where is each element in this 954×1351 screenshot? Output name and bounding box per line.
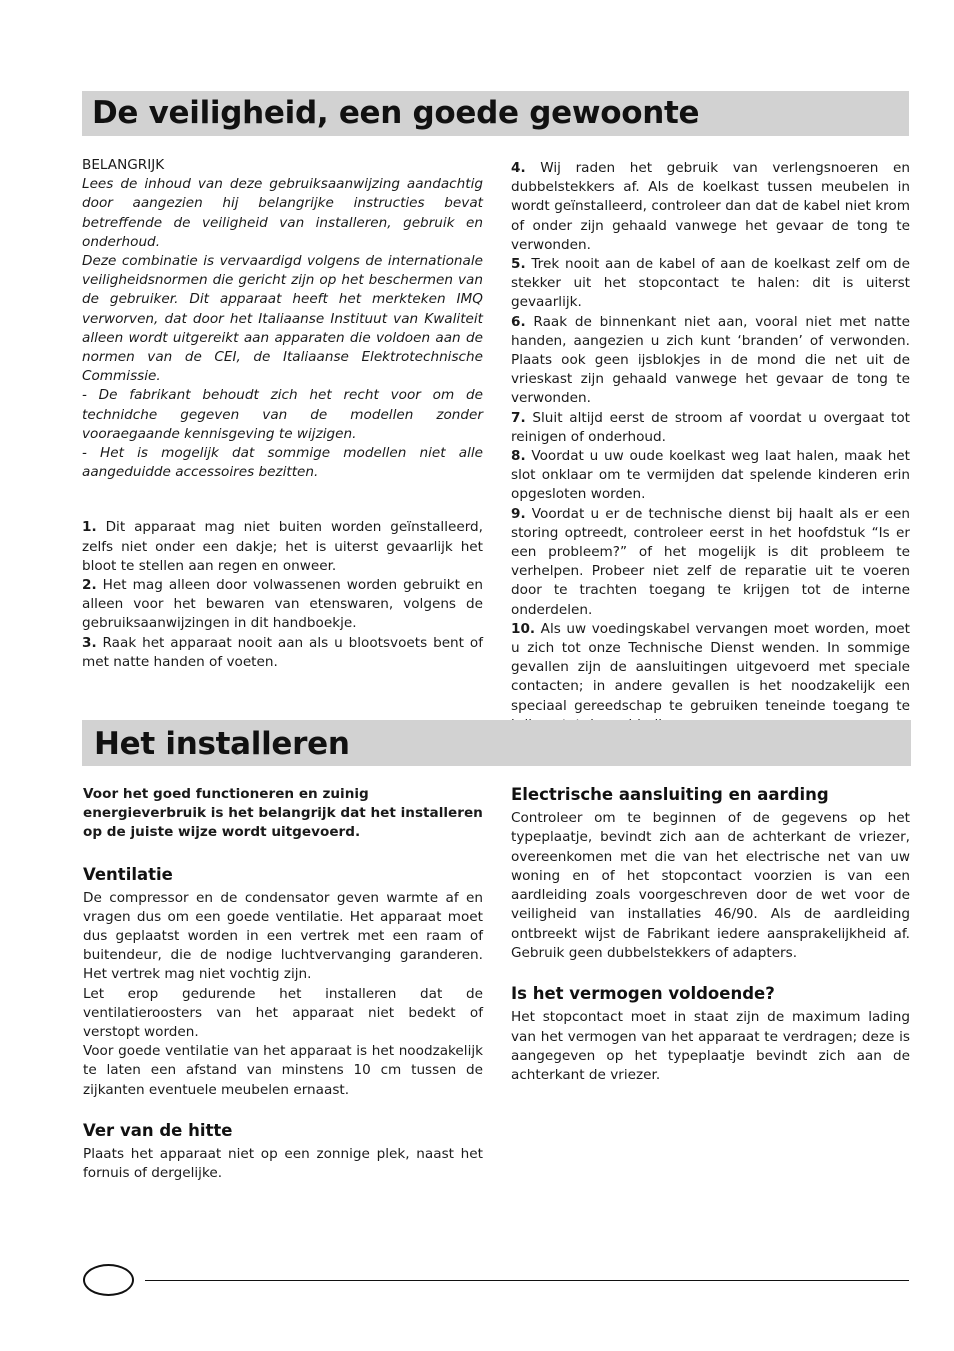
install-column-left xyxy=(83,785,483,1183)
safety-item-text: Voordat u uw oude koelkast weg laat halen, maak het slot onklaar om te vermijden dat spelende kinderen erin opgesloten worden. xyxy=(511,448,910,503)
electrical-paragraph: Controleer om te beginnen of de gegevens op het typeplaatje, bevindt zich aan de achterkant de vriezer, overeenkomen met die van het electrische net van uw woning en of het stopcontact voorzien is van een aardleiding zoals voorgeschreven door de wet voor de veiligheid van installaties 46/90. Als de aardleiding ontbreekt wijst de Fabrikant iedere aansprakelijkheid af. Gebruik geen dubbelstekkers of adapters. xyxy=(511,810,910,962)
safety-item xyxy=(511,620,910,735)
safety-column-right xyxy=(511,159,910,735)
safety-item-number: 7. xyxy=(511,409,526,426)
safety-item-text: Het mag alleen door volwassenen worden gebruikt en alleen voor het bewaren van etenswaren, volgens de gebruiksaanwijzingen in dit handboekje. xyxy=(82,577,484,632)
section-title-install: Het installeren xyxy=(94,726,350,762)
safety-item-text: Raak de binnenkant niet aan, vooral niet met natte handen, aangezien u zich kunt ‘branden’ of verwonden. Plaats ook geen ijsblokjes in de mond die net uit de vrieskast zijn gehaald vanwege het gevaar de tong te verwonden. xyxy=(511,313,910,407)
electrical-heading: Electrische aansluiting en aarding xyxy=(511,785,829,804)
safety-item-text: Wij raden het gebruik van verlengsnoeren en dubbelstekkers af. Als de koelkast tussen meubelen in wordt geïnstalleerd, controleer dan dat de kabel niet krom of onder zijn gehaald vanwege het gevaar de tong te verwonden. xyxy=(511,160,910,253)
safety-item xyxy=(82,576,483,634)
safety-item xyxy=(511,255,910,313)
ventilation-paragraph: Let erop gedurende het installeren dat de ventilatieroosters van het apparaat niet bedekt of verstopt worden. xyxy=(83,985,483,1041)
safety-item-text: Trek nooit aan de kabel of aan de koelkast zelf om de stekker uit het stopcontact te halen: dit is uiterst gevaarlijk. xyxy=(511,256,910,311)
intro-paragraph: Lees de inhoud van deze gebruiksaanwijzing aandachtig door aangezien hij belangrijke instructies bevat betreffende de veiligheid van installeren, gebruik en onderhoud. xyxy=(82,176,483,250)
safety-item xyxy=(82,634,483,672)
power-paragraph: Het stopcontact moet in staat zijn de maximum lading van het vermogen van het apparaat te verdragen; deze is aangegeven op het typeplaatje bevindt zich aan de achterkant de vriezer. xyxy=(511,1009,910,1084)
safety-item xyxy=(511,313,910,409)
install-column-right xyxy=(511,784,910,1086)
safety-item-text: Als uw voedingskabel vervangen moet worden, moet u zich tot onze Technische Dienst wenden. In sommige gevallen zijn de aansluitingen uitgevoerd met speciale contacten; in andere gevallen is het noodzakelijk een speciaal gereedschap te gebruiken teneinde toegang te xyxy=(511,620,910,714)
ventilation-heading: Ventilatie xyxy=(83,864,173,884)
section-title-safety: De veiligheid, een goede gewoonte xyxy=(92,95,700,131)
ventilation-paragraph: De compressor en de condensator geven warmte af en vragen dus om een goede ventilatie. Het apparaat moet dus geplaatst worden in een vertrek met een raam of buitendeur, die de nodige luchtvervanging garanderen. Het vertrek mag niet vochtig zijn. xyxy=(83,889,483,983)
heat-paragraph: Plaats het apparaat niet op een zonnige plek, naast het fornuis of dergelijke. xyxy=(83,1145,483,1182)
safety-item-number: 9. xyxy=(511,505,526,522)
power-heading: Is het vermogen voldoende? xyxy=(511,984,775,1004)
safety-item xyxy=(511,447,910,505)
important-label: BELANGRIJK xyxy=(82,157,165,173)
section-title-band-install xyxy=(82,720,911,766)
safety-item-text: Sluit altijd eerst de stroom af voordat u overgaat tot reinigen of onderhoud. xyxy=(511,409,910,445)
safety-item-number: 5. xyxy=(511,256,526,273)
safety-item-number: 3. xyxy=(82,634,97,651)
safety-item-number: 8. xyxy=(511,448,526,465)
safety-column-left xyxy=(82,156,483,672)
safety-item-number: 6. xyxy=(511,313,526,330)
intro-paragraph: - Het is mogelijk dat sommige modellen niet alle aangeduidde accessoires bezitten. xyxy=(82,445,483,481)
safety-item-number: 1. xyxy=(82,519,97,536)
safety-item-text: Voordat u er de technische dienst bij haalt als er een storing optreedt, controleer eerst in het hoofdstuk “Is er een probleem?” of het mogelijk is dit probleem te verhelpen. Probeer niet zelf de reparatie uit te voeren door te trachten toegang te krijgen tot de interne onderdelen. xyxy=(511,505,911,618)
footer-divider xyxy=(145,1280,909,1281)
safety-item xyxy=(511,159,910,255)
heat-heading: Ver van de hitte xyxy=(83,1120,233,1140)
safety-item-number: 10. xyxy=(511,620,536,637)
intro-paragraph: - De fabrikant behoudt zich het recht voor om de technidche gegeven van de modellen zonder vooraegaande kennisgeving te wijzigen. xyxy=(82,387,483,442)
safety-item xyxy=(511,409,910,447)
ventilation-paragraph: Voor goede ventilatie van het apparaat is het noodzakelijk te laten een afstand van minstens 10 cm tussen de zijkanten eventuele meubelen ernaast. xyxy=(83,1043,483,1098)
safety-item-number: 2. xyxy=(82,577,97,594)
page-number-oval xyxy=(83,1264,134,1296)
safety-item-number: 4. xyxy=(511,160,526,176)
safety-item xyxy=(82,518,483,576)
safety-item-text: Dit apparaat mag niet buiten worden geïnstalleerd, zelfs niet onder een dakje; het is uiterst gevaarlijk het bloot te stellen aan regen en onweer. xyxy=(82,519,484,574)
safety-item xyxy=(511,505,910,620)
install-intro: Voor het goed functioneren en zuinig energieverbruik is het belangrijk dat het installeren op de juiste wijze wordt uitgevoerd. xyxy=(83,786,483,841)
intro-paragraph: Deze combinatie is vervaardigd volgens de internationale veiligheidsnormen die gericht zijn op het beschermen van de gebruiker. Dit apparaat heeft het merkteken IMQ verworven, dat door het Italiaanse Instituut van Kwaliteit alleen wordt uitgereikt aan apparaten die voldoen aan de normen van de CEI, de Italiaanse Elektrotechnische Commissie. xyxy=(82,253,483,385)
safety-item-text: Raak het apparaat nooit aan als u blootsvoets bent of met natte handen of voeten. xyxy=(82,634,483,670)
section-title-band-safety xyxy=(82,91,909,136)
